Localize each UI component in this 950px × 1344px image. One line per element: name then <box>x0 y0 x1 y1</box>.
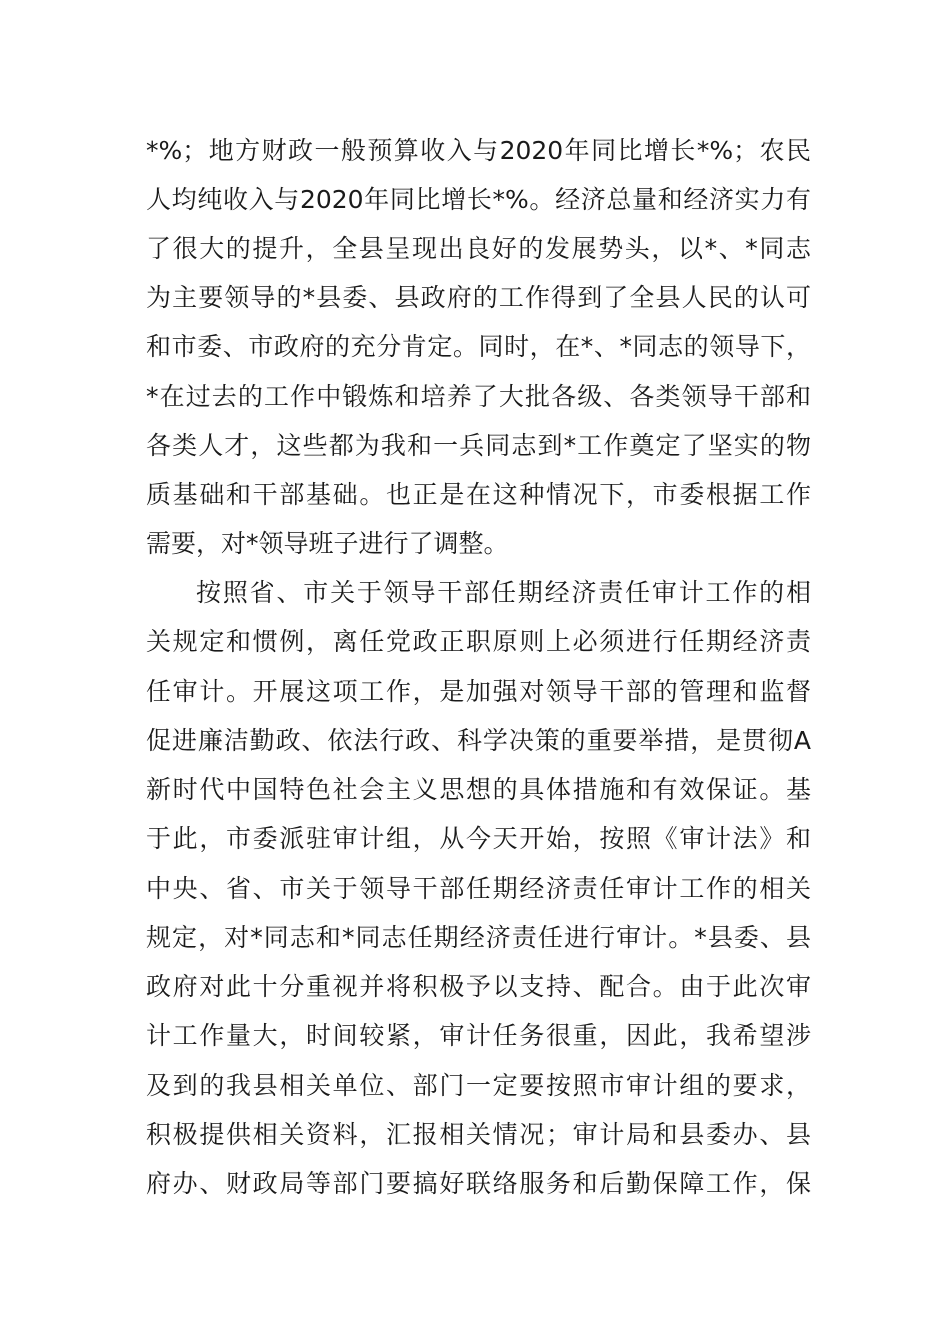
text-line: 和市委、市政府的充分肯定。同时，在*、*同志的领导下， <box>146 332 811 361</box>
text-line: 促进廉洁勤政、依法行政、科学决策的重要举措，是贯彻A <box>146 726 811 755</box>
text-line: 及到的我县相关单位、部门一定要按照市审计组的要求， <box>146 1071 811 1100</box>
text-line: 于此，市委派驻审计组，从今天开始，按照《审计法》和 <box>146 824 811 853</box>
text-line: 政府对此十分重视并将积极予以支持、配合。由于此次审 <box>146 972 811 1001</box>
text-line: 关规定和惯例，离任党政正职原则上必须进行任期经济责 <box>146 627 811 656</box>
text-line: 质基础和干部基础。也正是在这种情况下，市委根据工作 <box>146 480 811 509</box>
text-line: 规定，对*同志和*同志任期经济责任进行审计。*县委、县 <box>146 923 811 952</box>
text-line: 各类人才，这些都为我和一兵同志到*工作奠定了坚实的物 <box>146 431 811 460</box>
text-line: 积极提供相关资料，汇报相关情况；审计局和县委办、县 <box>146 1120 811 1149</box>
text-line: 了很大的提升，全县呈现出良好的发展势头，以*、*同志 <box>146 234 811 263</box>
text-line: 为主要领导的*县委、县政府的工作得到了全县人民的认可 <box>146 283 811 312</box>
text-line: 中央、省、市关于领导干部任期经济责任审计工作的相关 <box>146 874 811 903</box>
text-line: *在过去的工作中锻炼和培养了大批各级、各类领导干部和 <box>146 382 811 411</box>
text-line: 府办、财政局等部门要搞好联络服务和后勤保障工作，保 <box>146 1169 811 1198</box>
text-line: 按照省、市关于领导干部任期经济责任审计工作的相 <box>196 578 811 607</box>
text-line: *%；地方财政一般预算收入与2020年同比增长*%；农民 <box>146 136 811 165</box>
text-line: 人均纯收入与2020年同比增长*%。经济总量和经济实力有 <box>146 185 811 214</box>
text-line: 新时代中国特色社会主义思想的具体措施和有效保证。基 <box>146 775 811 804</box>
text-line: 任审计。开展这项工作，是加强对领导干部的管理和监督 <box>146 677 811 706</box>
text-line: 计工作量大，时间较紧，审计任务很重，因此，我希望涉 <box>146 1021 811 1050</box>
text-line: 需要，对*领导班子进行了调整。 <box>146 529 509 558</box>
